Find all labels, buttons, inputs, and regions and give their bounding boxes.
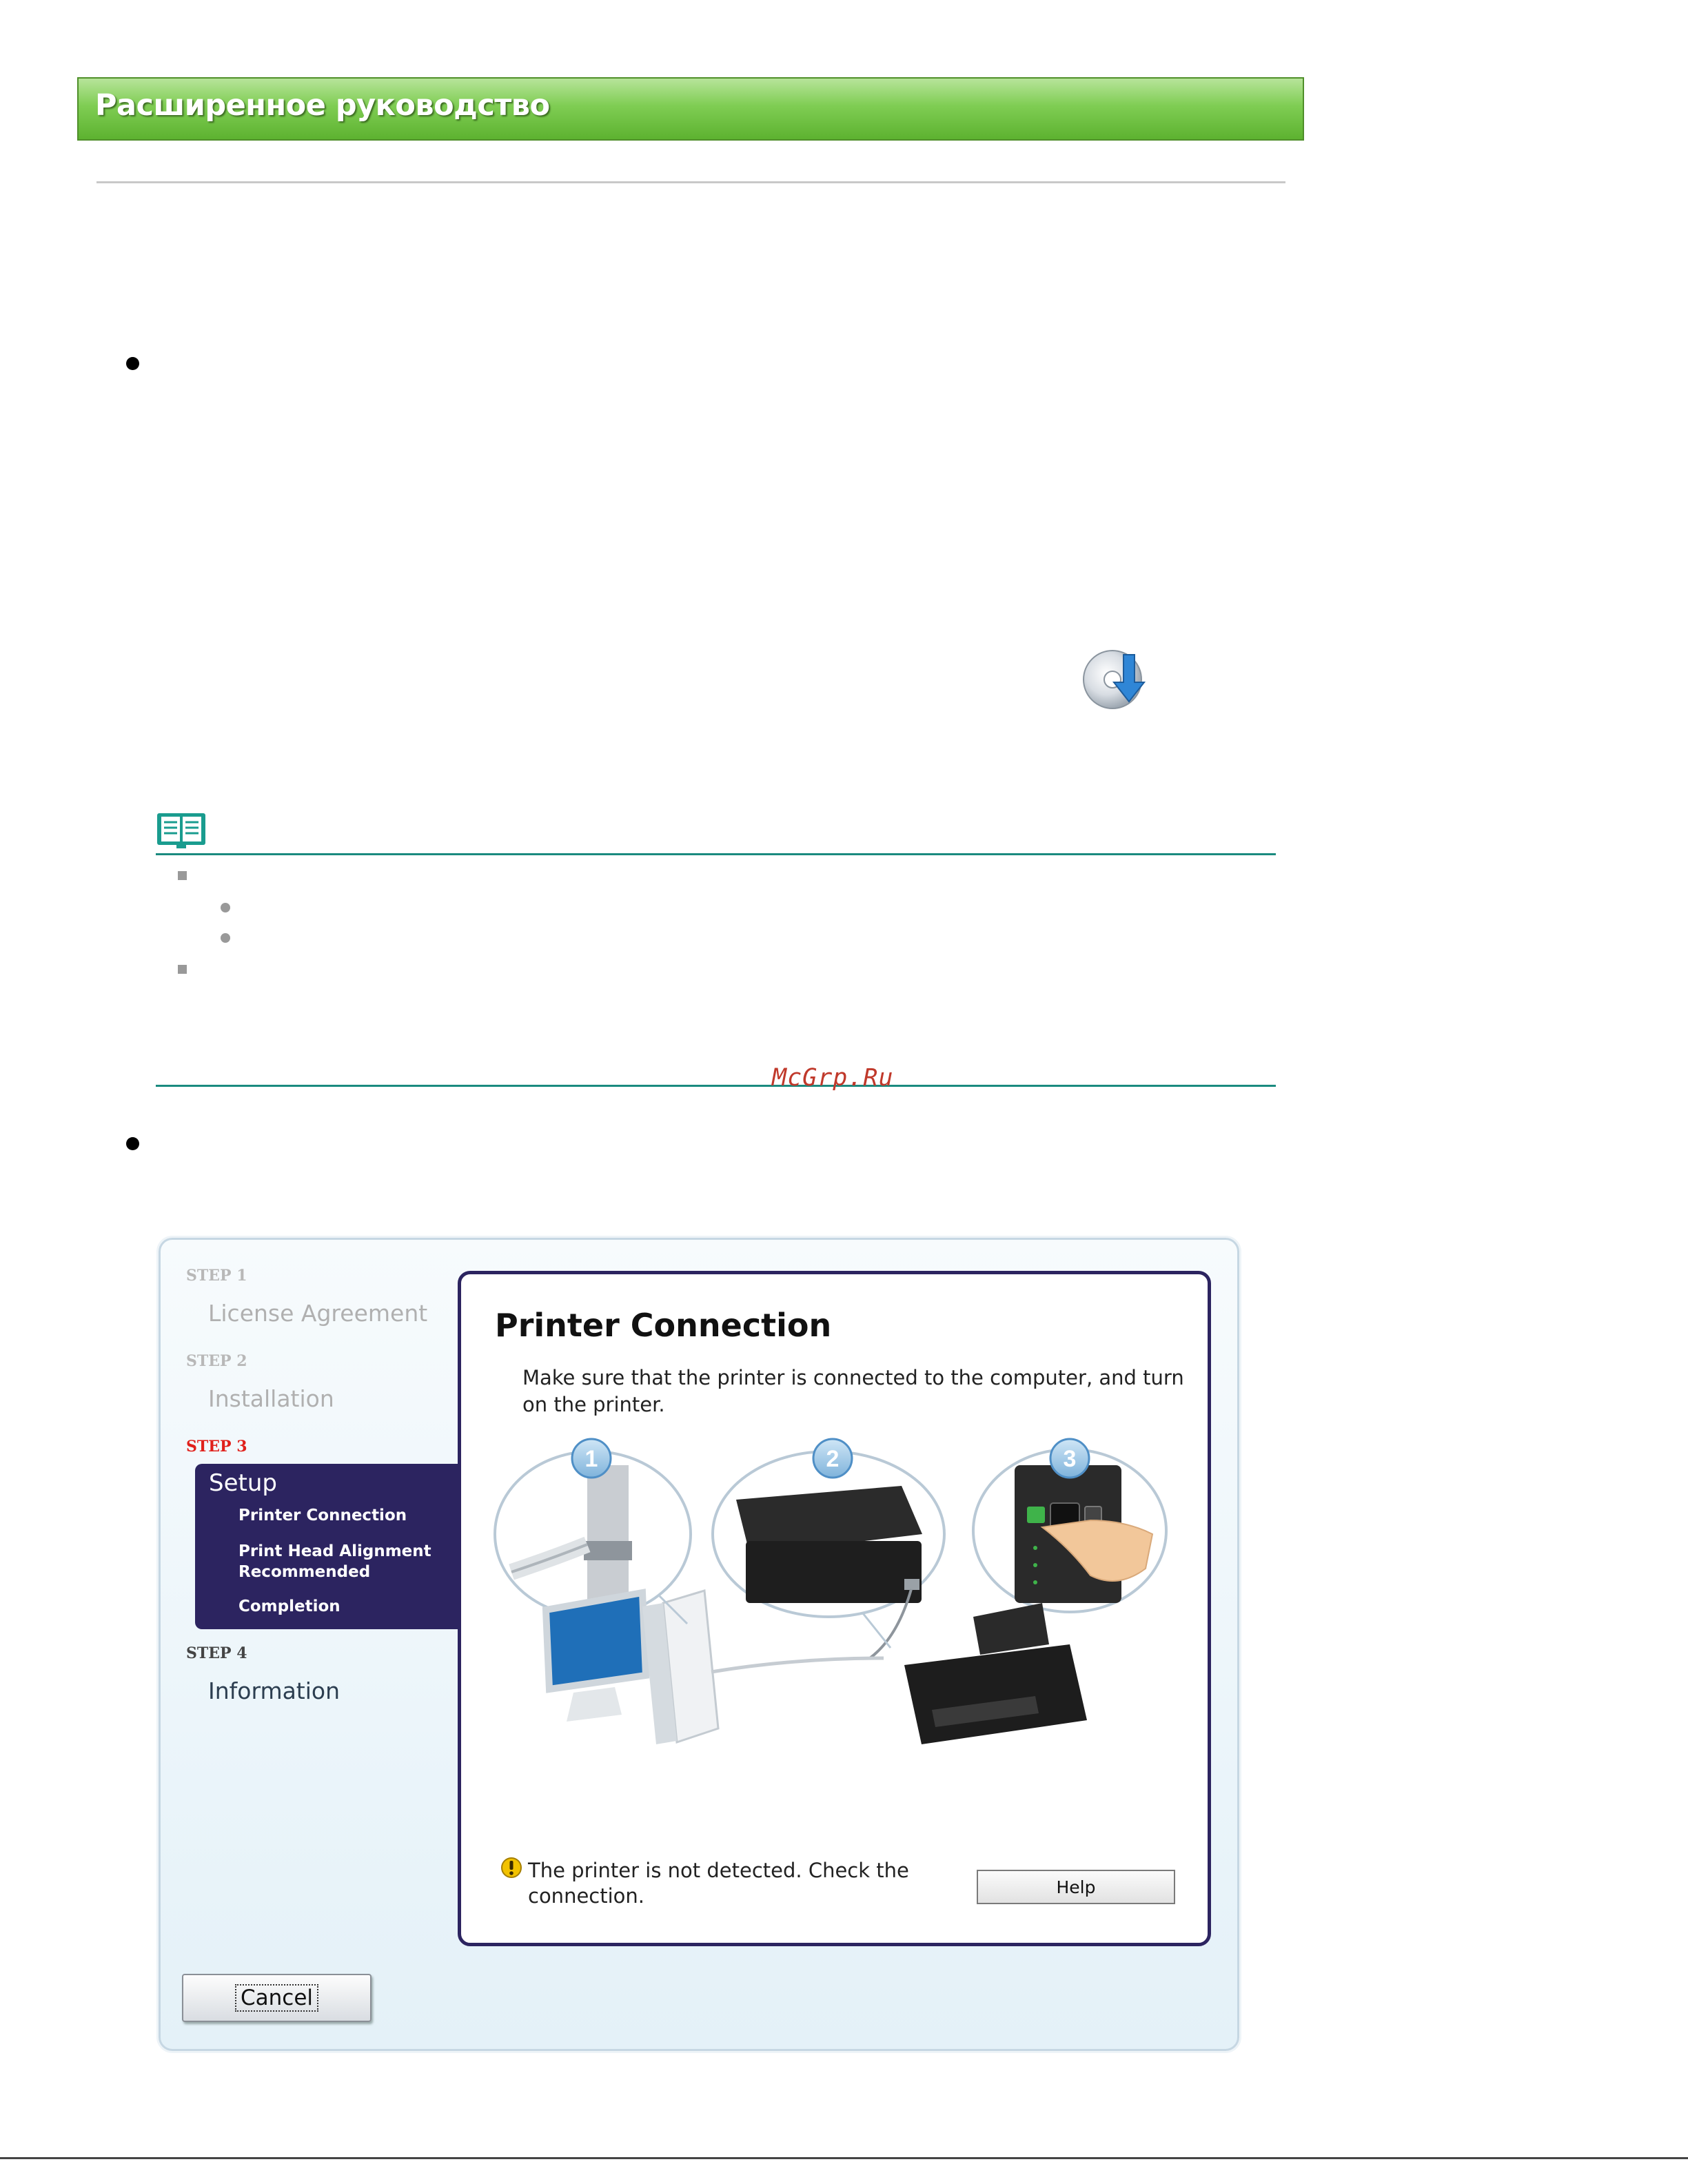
cd-install-icon — [1081, 644, 1157, 720]
printer-not-detected-message: The printer is not detected. Check the connection. — [528, 1859, 909, 1908]
substep-printer-connection: Printer Connection — [238, 1507, 407, 1524]
callout-1-badge — [572, 1439, 611, 1478]
step-2-label: STEP 2 — [186, 1352, 247, 1370]
panel-title: Printer Connection — [495, 1307, 832, 1344]
printer-port-bubble — [713, 1451, 944, 1658]
note-sub-bullet — [221, 903, 230, 912]
step-2-name: Installation — [208, 1385, 334, 1412]
step-1-name: License Agreement — [208, 1300, 428, 1327]
step-3-name: Setup — [209, 1469, 277, 1497]
printer-connection-illustration — [491, 1438, 1187, 1782]
printer-image — [904, 1603, 1087, 1744]
panel-instruction: Make sure that the printer is connected to the computer, and turn on the printer. — [522, 1366, 1184, 1416]
cancel-button-label: Cancel — [235, 1984, 318, 2012]
note-bottom-rule — [156, 1085, 1276, 1087]
page-bottom-rule — [0, 2157, 1688, 2159]
substep-print-head-alignment: Print Head Alignment Recommended — [238, 1542, 431, 1581]
note-book-icon — [156, 810, 207, 849]
cancel-button[interactable] — [182, 1974, 372, 2022]
substep-completion: Completion — [238, 1598, 340, 1615]
computer-image — [546, 1591, 718, 1744]
svg-text:2: 2 — [826, 1446, 840, 1472]
step-3-label: STEP 3 — [186, 1438, 247, 1456]
list-bullet — [126, 357, 139, 370]
step-4-label: STEP 4 — [186, 1644, 247, 1662]
svg-text:3: 3 — [1063, 1446, 1077, 1472]
watermark: McGrp.Ru — [772, 1064, 894, 1092]
manual-header-title: Расширенное руководство — [95, 88, 550, 123]
note-sub-bullet — [221, 933, 230, 943]
note-square-bullet — [178, 965, 187, 974]
callout-2-badge — [813, 1439, 852, 1478]
step-1-label: STEP 1 — [186, 1267, 247, 1285]
svg-text:1: 1 — [584, 1446, 598, 1472]
list-bullet — [126, 1137, 139, 1150]
note-top-rule — [156, 853, 1276, 855]
help-button[interactable]: Help — [977, 1870, 1175, 1904]
warning-icon — [500, 1857, 522, 1879]
callout-3-badge — [1050, 1439, 1089, 1478]
note-square-bullet — [178, 871, 187, 880]
step-4-name: Information — [208, 1677, 340, 1704]
top-divider — [96, 181, 1285, 183]
